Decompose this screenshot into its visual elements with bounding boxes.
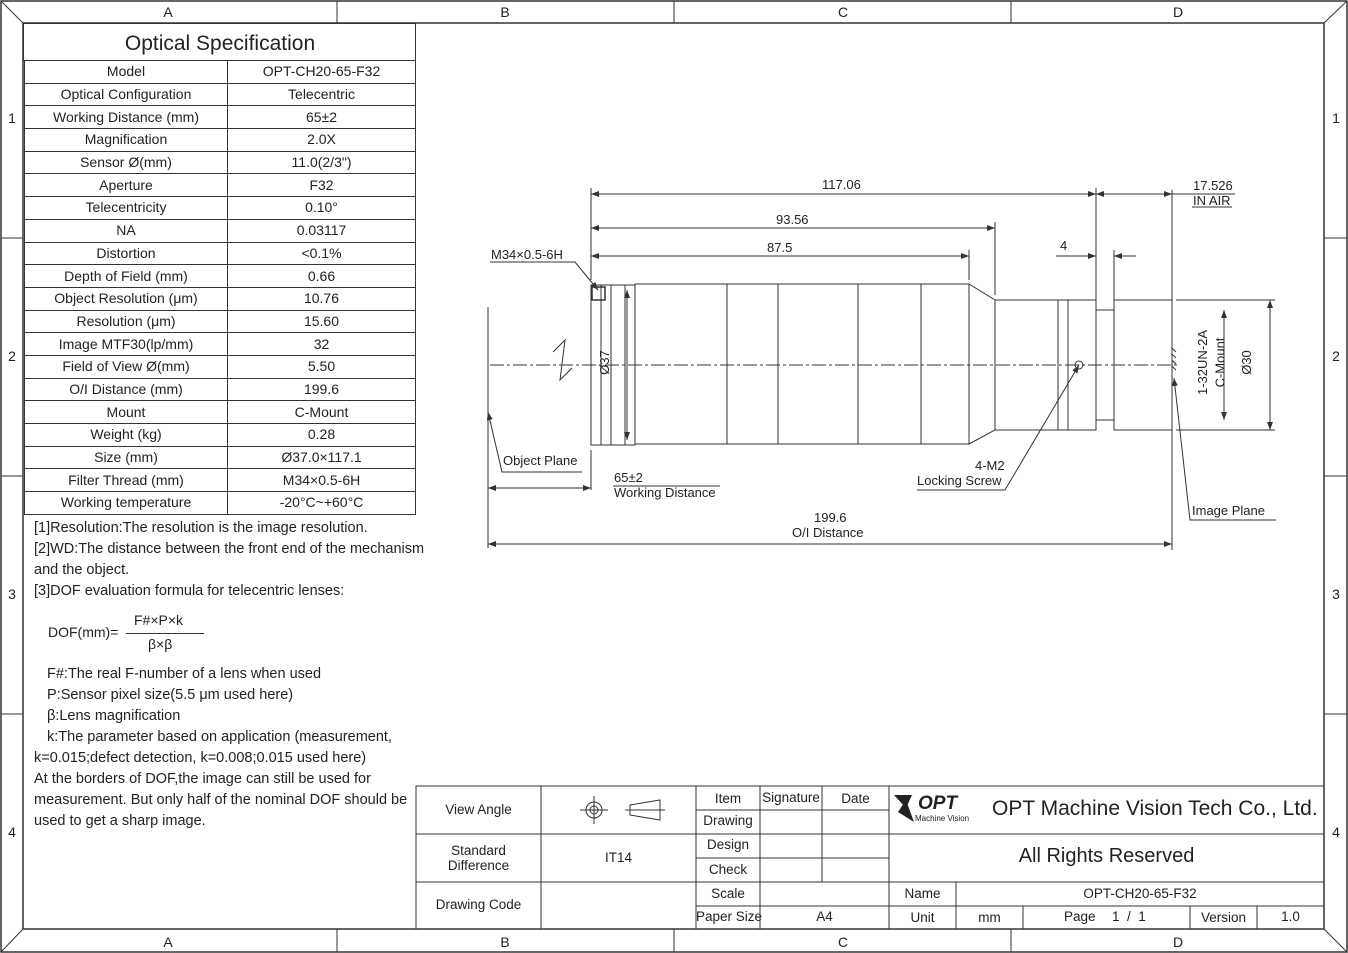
zone-row-3-left: 3 [8,586,16,602]
zone-row-4-left: 4 [8,824,16,840]
note-beta: β:Lens magnification [47,708,181,724]
item-label: Item [714,791,742,806]
spec-label: Image MTF30(lp/mm) [25,333,228,356]
standard-label-2: Difference [447,858,510,873]
formula-denominator: β×β [148,636,173,652]
image-plane-label: Image Plane [1192,503,1265,518]
note-border-1: At the borders of DOF,the image can still be used for [34,771,371,787]
paper-size-label: Paper Size [696,909,763,924]
logo-text: OPT [918,793,958,814]
version-value: 1.0 [1281,909,1300,924]
wd-text-label: Working Distance [614,485,716,500]
screw-count-label: 4-M2 [975,458,1005,473]
spec-label: Depth of Field (mm) [25,265,228,288]
dim-4: 4 [1060,238,1068,253]
dim-back-focus: 17.526 [1193,178,1233,193]
check-label: Check [708,862,748,877]
spec-label: Object Resolution (μm) [25,287,228,310]
standard-label-1: Standard [451,843,506,858]
spec-value: 0.66 [228,265,416,288]
dia-30-label: Ø30 [1238,350,1254,375]
zone-col-c-bottom: C [837,934,849,950]
version-label: Version [1200,910,1247,925]
spec-label: O/I Distance (mm) [25,378,228,401]
spec-label: Optical Configuration [25,83,228,106]
paper-size-value: A4 [816,909,833,924]
zone-row-2-right: 2 [1332,348,1340,364]
mount-thread-label: 1-32UN-2A [1195,329,1211,396]
design-label: Design [706,837,750,852]
zone-col-d-top: D [1172,4,1184,20]
spec-label: Working Distance (mm) [25,106,228,129]
zone-col-b-bottom: B [500,934,510,950]
note-k-2: k=0.015;defect detection, k=0.008;0.015 used here) [34,750,367,766]
spec-value: 0.03117 [228,219,416,242]
zone-row-1-right: 1 [1332,110,1340,126]
spec-label: Size (mm) [25,446,228,469]
spec-label: Weight (kg) [25,424,228,447]
zone-col-a-top: A [163,4,173,20]
unit-value: mm [978,910,1001,925]
spec-value: Telecentric [228,83,416,106]
dim-875: 87.5 [767,240,793,255]
wd-value-label: 65±2 [614,470,643,485]
rights-text: All Rights Reserved [1018,845,1195,867]
spec-label: NA [25,219,228,242]
view-angle-label: View Angle [445,802,512,817]
spec-label: Sensor Ø(mm) [25,151,228,174]
note-dof: [3]DOF evaluation formula for telecentric lenses: [34,583,345,599]
note-border-3: used to get a sharp image. [34,813,206,829]
zone-row-4-right: 4 [1332,824,1340,840]
name-value: OPT-CH20-65-F32 [1083,886,1197,901]
spec-label: Working temperature [25,492,228,515]
dim-117: 117.06 [822,177,861,192]
spec-label: Aperture [25,174,228,197]
note-k-1: k:The parameter based on application (measurement, [47,729,392,745]
spec-value: M34×0.5-6H [228,469,416,492]
dim-9356: 93.56 [776,212,809,227]
projection-symbol-icon [580,796,665,824]
dia-37-label: Ø37 [596,350,612,375]
opt-logo-icon [894,795,914,822]
page-label: Page [1064,909,1096,924]
spec-title: Optical Specification [124,32,316,55]
zone-col-b-top: B [500,4,510,20]
spec-value: 15.60 [228,310,416,333]
note-wd-2: and the object. [34,562,130,578]
date-label: Date [841,791,870,806]
zone-col-d-bottom: D [1172,934,1184,950]
spec-value: OPT-CH20-65-F32 [228,61,416,84]
thread-label: M34×0.5-6H [491,247,563,262]
spec-value: 11.0(2/3") [228,151,416,174]
spec-value: Ø37.0×117.1 [228,446,416,469]
note-f: F#:The real F-number of a lens when used [47,666,322,682]
name-label: Name [904,886,941,901]
spec-label: Filter Thread (mm) [25,469,228,492]
dim-in-air: IN AIR [1193,193,1231,208]
page-value: 1 / 1 [1112,909,1146,924]
unit-label: Unit [910,910,935,925]
zone-row-2-left: 2 [8,348,16,364]
note-p: P:Sensor pixel size(5.5 μm used here) [47,687,294,703]
drawing-code-label: Drawing Code [435,897,522,912]
spec-label: Magnification [25,129,228,152]
drawing-label: Drawing [703,813,753,828]
spec-value: -20°C~+60°C [228,492,416,515]
formula-numerator: F#×P×k [134,612,184,628]
spec-label: Mount [25,401,228,424]
spec-value: 2.0X [228,129,416,152]
scale-label: Scale [711,886,745,901]
formula-lhs: DOF(mm)= [48,624,119,640]
mount-type-label: C-Mount [1212,337,1228,388]
spec-value: C-Mount [228,401,416,424]
oi-text-label: O/I Distance [792,525,864,540]
zone-col-a-bottom: A [163,934,173,950]
spec-value: 5.50 [228,355,416,378]
note-wd-1: [2]WD:The distance between the front end of the mechanism [34,541,425,557]
spec-label: Resolution (μm) [25,310,228,333]
spec-label: Model [25,61,228,84]
logo-subtext: Machine Vision [915,814,970,823]
spec-value: 65±2 [228,106,416,129]
signature-label: Signature [762,790,820,805]
spec-label: Field of View Ø(mm) [25,355,228,378]
note-resolution: [1]Resolution:The resolution is the image resolution. [34,520,368,536]
screw-text-label: Locking Screw [917,473,1002,488]
spec-value: F32 [228,174,416,197]
spec-value: 0.28 [228,424,416,447]
object-plane-label: Object Plane [503,453,578,468]
zone-row-1-left: 1 [8,110,16,126]
spec-value: 10.76 [228,287,416,310]
oi-value-label: 199.6 [814,510,847,525]
spec-label: Distortion [25,242,228,265]
spec-label: Telecentricity [25,197,228,220]
company-name: OPT Machine Vision Tech Co., Ltd. [992,797,1318,820]
spec-value: 0.10° [228,197,416,220]
zone-row-3-right: 3 [1332,586,1340,602]
spec-value: 199.6 [228,378,416,401]
spec-value: <0.1% [228,242,416,265]
zone-col-c-top: C [837,4,849,20]
spec-value: 32 [228,333,416,356]
standard-value: IT14 [604,850,632,865]
note-border-2: measurement. But only half of the nominal DOF should be [34,792,408,808]
